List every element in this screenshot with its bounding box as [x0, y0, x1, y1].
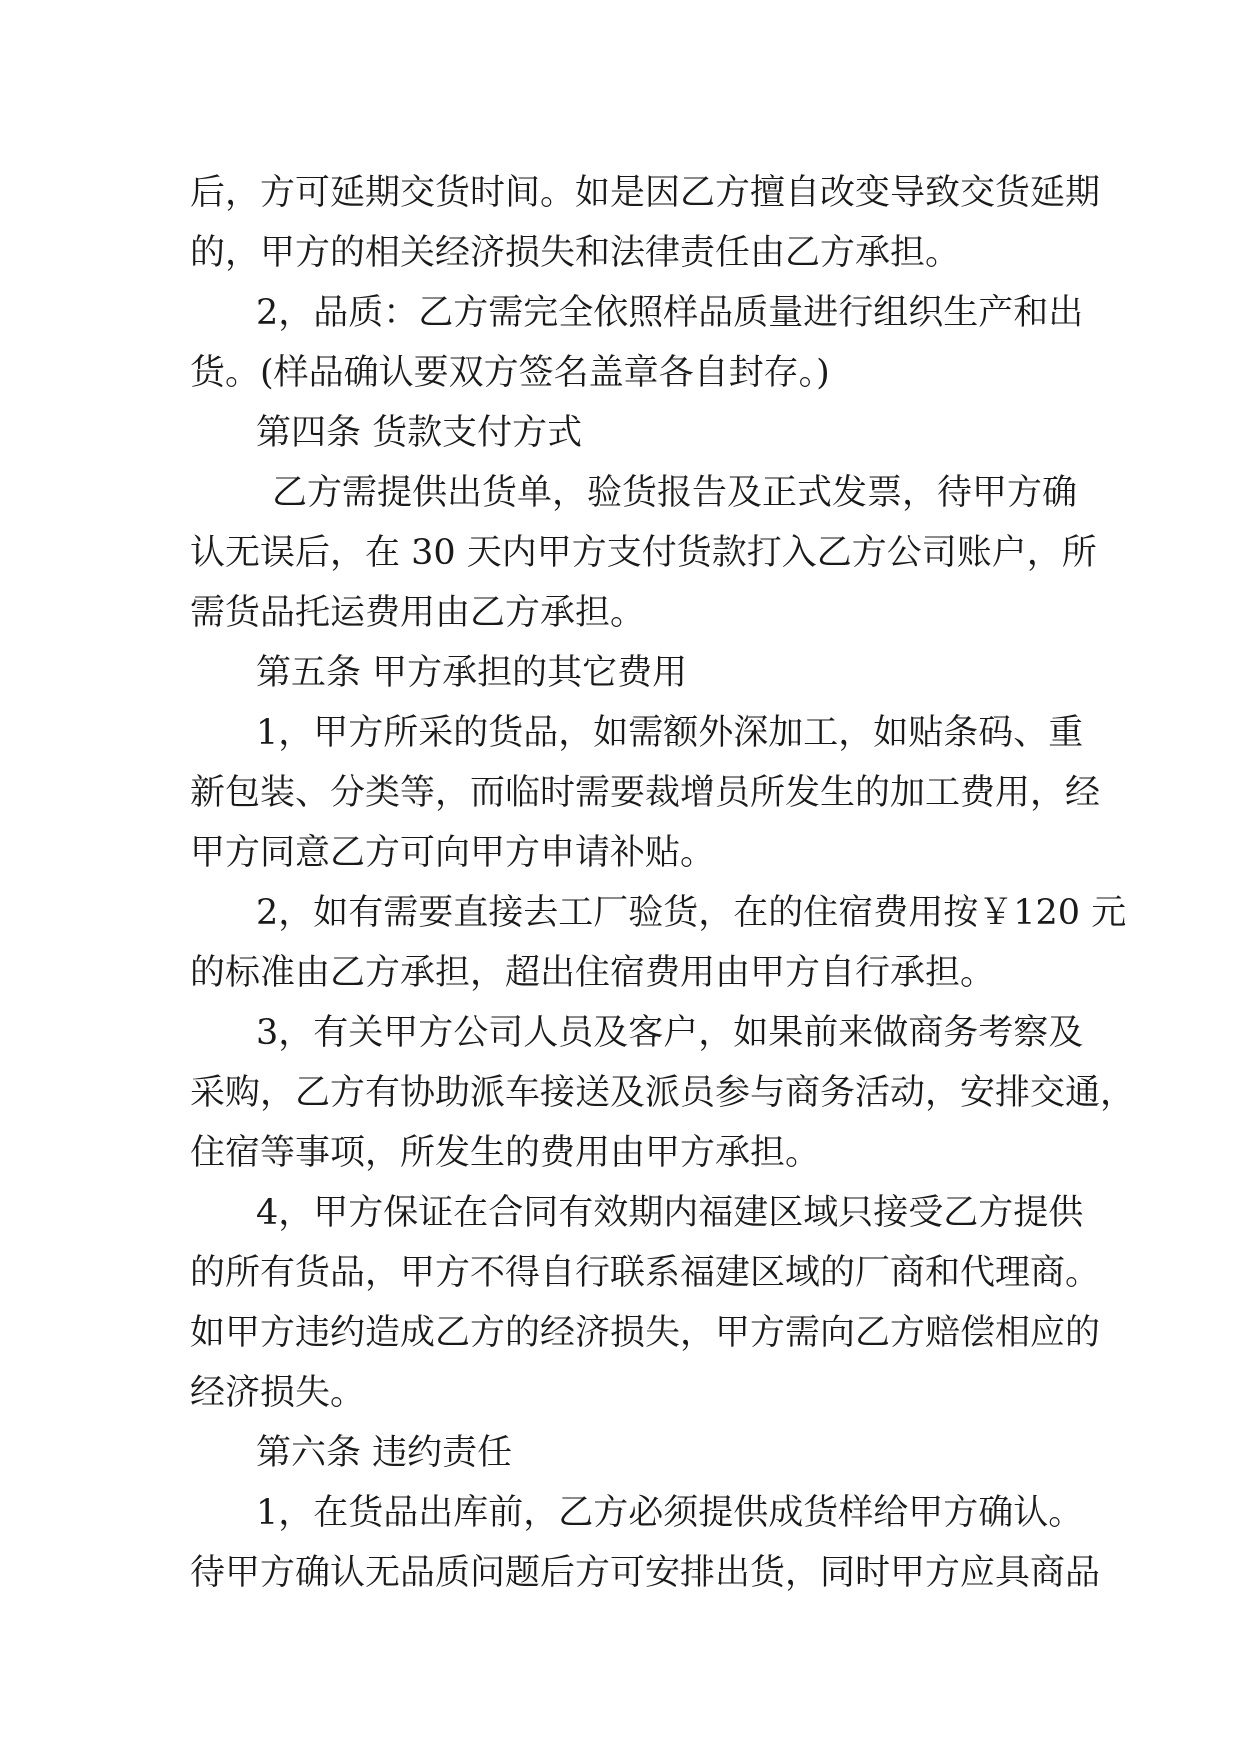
text-line: 2，品质：乙方需完全依照样品质量进行组织生产和出	[256, 293, 1084, 333]
text-line: 1，在货品出库前，乙方必须提供成货样给甲方确认。	[256, 1493, 1084, 1533]
text-line: 住宿等事项，所发生的费用由甲方承担。	[190, 1133, 821, 1173]
text-line: 1，甲方所采的货品，如需额外深加工，如贴条码、重	[256, 713, 1084, 753]
text-line: 待甲方确认无品质问题后方可安排出货，同时甲方应具商品	[190, 1553, 1101, 1593]
text-line: 需货品托运费用由乙方承担。	[190, 593, 646, 633]
text-line: 甲方同意乙方可向甲方申请补贴。	[190, 833, 716, 873]
text-line: 3，有关甲方公司人员及客户，如果前来做商务考察及	[256, 1013, 1084, 1053]
section-heading: 第六条 违约责任	[256, 1433, 513, 1473]
text-line: 如甲方违约造成乙方的经济损失，甲方需向乙方赔偿相应的	[190, 1313, 1101, 1353]
text-line: 货。(样品确认要双方签名盖章各自封存。)	[190, 353, 830, 393]
text-line: 的，甲方的相关经济损失和法律责任由乙方承担。	[190, 233, 961, 273]
text-line: 的标准由乙方承担，超出住宿费用由甲方自行承担。	[190, 953, 996, 993]
text-line: 2，如有需要直接去工厂验货，在的住宿费用按￥120 元	[256, 893, 1127, 933]
section-heading: 第五条 甲方承担的其它费用	[256, 653, 688, 693]
section-heading: 第四条 货款支付方式	[256, 413, 583, 453]
text-line: 4，甲方保证在合同有效期内福建区域只接受乙方提供	[256, 1193, 1084, 1233]
document-body	[190, 163, 1136, 1603]
text-line: 后，方可延期交货时间。如是因乙方擅自改变导致交货延期	[190, 173, 1101, 213]
text-line: 乙方需提供出货单，验货报告及正式发票，待甲方确	[272, 473, 1078, 513]
text-line: 经济损失。	[190, 1373, 366, 1413]
text-line: 新包装、分类等，而临时需要裁增员所发生的加工费用，经	[190, 773, 1101, 813]
text-line: 采购，乙方有协助派车接送及派员参与商务活动，安排交通，	[190, 1073, 1136, 1113]
text-line: 认无误后，在 30 天内甲方支付货款打入乙方公司账户，所	[190, 533, 1097, 573]
text-line: 的所有货品，甲方不得自行联系福建区域的厂商和代理商。	[190, 1253, 1101, 1293]
